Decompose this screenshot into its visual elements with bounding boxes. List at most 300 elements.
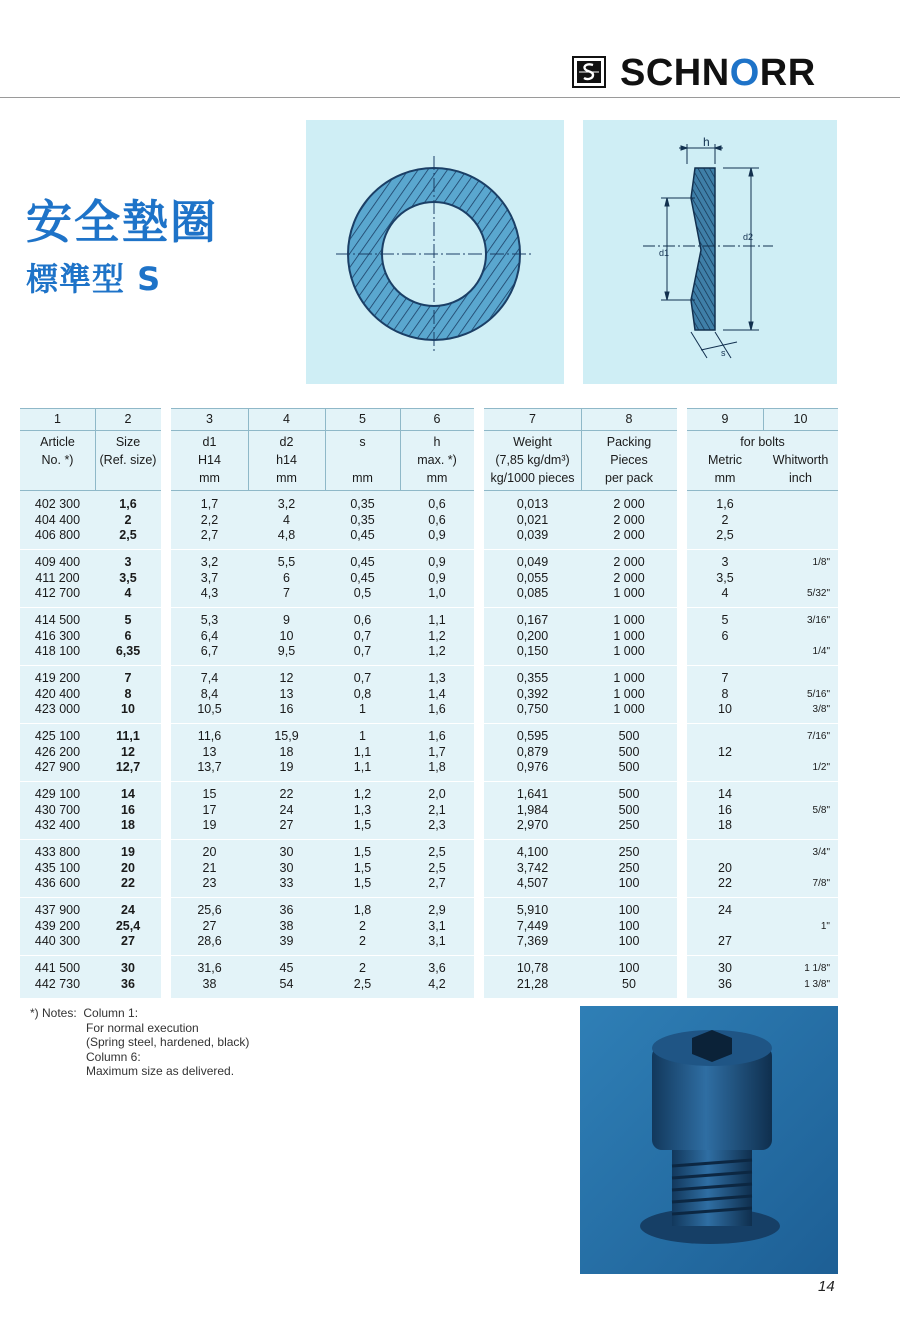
label-d2: d2 [743, 232, 754, 242]
cell-d2: 6 [283, 570, 290, 585]
cell-weight: 7,369 [516, 934, 549, 948]
cell-d2: 24 [279, 802, 294, 817]
cell-metric: 1,6 [716, 497, 734, 511]
schnorr-logo [572, 54, 842, 94]
cell-packing: 100 [618, 961, 640, 975]
notes-col6-title: Column 6: [86, 1049, 141, 1064]
header-rule [171, 490, 474, 491]
cell-metric: 3,5 [716, 570, 734, 585]
cell-article: 427 900 [34, 760, 81, 774]
cell-weight: 0,055 [516, 570, 549, 585]
cell-d2: 54 [279, 976, 294, 991]
cell-h: 0,6 [428, 512, 446, 527]
product-photo [580, 1006, 838, 1274]
cell-s: 1,5 [353, 860, 372, 875]
cell-s: 0,35 [350, 497, 375, 511]
group-rule [484, 781, 677, 782]
cell-packing: 100 [618, 876, 640, 890]
column-number: 6 [433, 412, 441, 426]
group-rule [20, 955, 161, 956]
cell-article: 423 000 [34, 702, 81, 716]
cell-h: 3,1 [428, 934, 446, 948]
cell-packing: 500 [618, 802, 640, 817]
cell-d2: 22 [279, 787, 294, 801]
cell-metric: 5 [721, 613, 729, 627]
cell-size: 6,35 [115, 644, 141, 658]
cell-packing: 250 [618, 845, 640, 859]
washer-section-drawing [583, 120, 837, 384]
cell-s: 0,45 [350, 570, 375, 585]
cell-d2: 30 [279, 845, 294, 859]
cell-h: 1,1 [428, 613, 446, 627]
cell-d1: 3,7 [200, 570, 219, 585]
page-title: 安全墊圈 [26, 195, 218, 249]
washer-section-icon [583, 120, 837, 384]
cell-d1: 17 [202, 802, 217, 817]
cell-article: 418 100 [34, 644, 81, 658]
cell-d2: 9,5 [277, 644, 296, 658]
cell-size: 5 [124, 613, 132, 627]
cell-h: 1,6 [428, 729, 446, 743]
cell-d2: 15,9 [274, 729, 299, 743]
cell-size: 8 [124, 686, 132, 701]
column-number: 9 [721, 412, 729, 426]
cell-size: 10 [121, 702, 135, 716]
cell-size: 18 [121, 818, 135, 832]
group-rule [20, 723, 161, 724]
cell-weight: 0,595 [516, 729, 549, 743]
cell-s: 1,5 [353, 876, 372, 890]
column-header: (7,85 kg/dm³) [495, 453, 570, 467]
header-rule [20, 408, 161, 409]
cell-d1: 6,4 [200, 628, 219, 643]
cell-weight: 21,28 [516, 976, 549, 991]
cell-weight: 0,879 [516, 744, 549, 759]
column-header: Packing [606, 435, 652, 449]
cell-s: 2,5 [353, 976, 372, 991]
label-h: h [703, 135, 710, 149]
cell-packing: 1 000 [613, 702, 645, 716]
cell-d2: 7 [283, 586, 290, 600]
cell-size: 25,4 [115, 918, 141, 933]
cell-d1: 3,2 [200, 555, 219, 569]
cell-weight: 0,085 [516, 586, 549, 600]
notes-col1-line2: (Spring steel, hardened, black) [86, 1035, 250, 1049]
cell-weight: 0,150 [516, 644, 549, 658]
cell-h: 1,4 [428, 686, 446, 701]
cell-size: 6 [124, 628, 132, 643]
cell-packing: 500 [618, 787, 640, 801]
column-header: Weight [513, 435, 552, 449]
group-rule [687, 549, 838, 550]
cell-metric: 16 [718, 802, 732, 817]
cell-weight: 0,200 [516, 628, 549, 643]
brand-name-prefix: SCHN [620, 52, 730, 94]
cell-metric: 24 [718, 903, 732, 917]
cell-s: 1 [359, 702, 366, 716]
header-rule [171, 408, 474, 409]
cell-d1: 21 [202, 860, 217, 875]
cell-size: 27 [121, 934, 135, 948]
notes-col1-line1: For normal execution [86, 1020, 199, 1035]
cell-whit: 3/4" [812, 847, 830, 858]
cell-d1: 7,4 [200, 671, 219, 685]
cell-whit: 5/16" [806, 688, 830, 700]
cell-d2: 30 [279, 860, 294, 875]
cell-packing: 500 [618, 760, 640, 774]
column-header: mm [714, 471, 736, 485]
cell-metric: 30 [718, 961, 732, 975]
cell-size: 1,6 [119, 497, 137, 511]
column-header: No. *) [41, 453, 74, 467]
cell-d1: 38 [202, 976, 217, 991]
cell-article: 432 400 [34, 818, 81, 832]
cell-article: 409 400 [34, 555, 81, 569]
cell-size: 2 [124, 512, 132, 527]
cell-size: 20 [121, 860, 135, 875]
cell-d1: 2,2 [200, 512, 219, 527]
group-rule [20, 665, 161, 666]
cell-d1: 13,7 [197, 760, 222, 774]
brand-name-suffix: RR [759, 52, 816, 94]
cell-d1: 19 [202, 818, 217, 832]
cell-metric: 20 [718, 860, 732, 875]
column-header: s [359, 435, 366, 449]
cell-packing: 2 000 [613, 512, 645, 527]
cell-d1: 5,3 [200, 613, 219, 627]
cell-s: 0,5 [353, 586, 372, 600]
cell-size: 24 [121, 903, 135, 917]
group-rule [20, 839, 161, 840]
cell-d2: 19 [279, 760, 294, 774]
column-header: Metric [707, 453, 743, 467]
group-rule [484, 897, 677, 898]
cell-article: 430 700 [34, 802, 81, 817]
cell-weight: 5,910 [516, 903, 549, 917]
cell-size: 12 [121, 744, 135, 759]
cell-d2: 18 [279, 744, 294, 759]
column-number: 5 [359, 412, 366, 426]
cell-weight: 4,507 [516, 876, 549, 890]
cell-article: 426 200 [34, 744, 81, 759]
cell-d2: 38 [279, 918, 294, 933]
column-header: mm [276, 471, 297, 485]
group-rule [484, 723, 677, 724]
cell-article: 429 100 [34, 787, 81, 801]
cell-weight: 3,742 [516, 860, 549, 875]
cell-h: 3,6 [428, 961, 446, 975]
cell-s: 0,7 [353, 644, 372, 658]
group-rule [171, 723, 474, 724]
cell-s: 2 [359, 934, 366, 948]
cell-s: 2 [359, 918, 366, 933]
cell-whit: 5/8" [812, 804, 830, 816]
column-number: 10 [793, 412, 808, 426]
group-rule [20, 897, 161, 898]
cell-h: 4,2 [428, 976, 446, 991]
cell-metric: 27 [718, 934, 732, 948]
schnorr-logo-mark-icon [572, 56, 606, 88]
cell-packing: 1 000 [613, 644, 645, 658]
cell-weight: 10,78 [516, 961, 549, 975]
cell-packing: 250 [618, 860, 640, 875]
cell-packing: 1 000 [613, 671, 645, 685]
group-rule [687, 955, 838, 956]
cell-weight: 0,392 [516, 686, 549, 701]
cell-metric: 18 [718, 818, 732, 832]
cell-article: 435 100 [34, 860, 81, 875]
cell-packing: 500 [618, 744, 640, 759]
cell-d2: 36 [279, 903, 294, 917]
cell-size: 4 [124, 586, 132, 600]
cell-metric: 8 [721, 686, 729, 701]
cell-whit: 5/32" [806, 588, 830, 599]
cell-metric: 2,5 [716, 528, 734, 542]
cell-article: 416 300 [34, 628, 81, 643]
brand-name [620, 52, 816, 95]
cell-size: 3,5 [119, 570, 137, 585]
page-number: 14 [818, 1278, 835, 1295]
cell-weight: 1,984 [516, 802, 549, 817]
cell-h: 1,2 [428, 628, 446, 643]
cell-s: 1 [359, 729, 366, 743]
group-rule [687, 781, 838, 782]
cell-size: 14 [121, 787, 135, 801]
cell-s: 0,7 [353, 628, 372, 643]
cell-packing: 1 000 [613, 613, 645, 627]
cell-weight: 4,100 [516, 845, 549, 859]
group-rule [484, 955, 677, 956]
cell-weight: 0,021 [516, 512, 549, 527]
cell-d1: 6,7 [200, 644, 219, 658]
column-header: inch [789, 471, 812, 485]
column-number: 4 [283, 412, 290, 426]
cell-size: 12,7 [115, 760, 141, 774]
column-header: kg/1000 pieces [490, 471, 575, 485]
cell-d2: 39 [279, 934, 294, 948]
cell-h: 2,9 [428, 903, 446, 917]
cell-d2: 13 [279, 686, 294, 701]
column-number: 2 [124, 412, 132, 426]
cell-article: 440 300 [34, 934, 81, 948]
group-rule [484, 607, 677, 608]
column-header: d1 [202, 435, 217, 449]
cell-d2: 5,5 [277, 555, 296, 569]
cell-whit: 1/2" [812, 762, 830, 773]
cell-d1: 15 [202, 787, 217, 801]
table-notes [30, 1006, 249, 1079]
group-rule [687, 723, 838, 724]
group-rule [687, 665, 838, 666]
cell-s: 0,8 [353, 686, 372, 701]
column-header: Article [40, 435, 75, 449]
cell-d1: 23 [202, 876, 217, 890]
group-rule [687, 897, 838, 898]
cell-metric: 3 [721, 555, 729, 569]
cell-whit: 1 1/8" [804, 963, 830, 974]
cell-packing: 100 [618, 934, 640, 948]
label-d1: d1 [659, 248, 670, 258]
washer-front-drawing [306, 120, 564, 384]
label-s: s [721, 348, 726, 358]
column-header: h [433, 435, 441, 449]
cell-d2: 10 [279, 628, 294, 643]
cell-h: 0,9 [428, 555, 446, 569]
cell-size: 36 [121, 976, 135, 991]
cell-metric: 6 [721, 628, 729, 643]
column-header: Whitworth [772, 453, 829, 467]
cell-article: 433 800 [34, 845, 81, 859]
cell-h: 2,5 [428, 845, 446, 859]
cell-article: 404 400 [34, 512, 81, 527]
cell-s: 1,1 [353, 744, 372, 759]
cell-d2: 16 [279, 702, 294, 716]
cell-packing: 2 000 [613, 528, 645, 542]
cell-packing: 2 000 [613, 555, 645, 569]
cell-weight: 0,013 [516, 497, 549, 511]
cell-s: 1,5 [353, 818, 372, 832]
cell-packing: 50 [622, 976, 636, 991]
cell-article: 436 600 [34, 876, 81, 890]
cell-article: 437 900 [34, 903, 81, 917]
cell-d2: 9 [283, 613, 290, 627]
cell-metric: 36 [718, 976, 732, 991]
column-number: 3 [206, 412, 213, 426]
cell-metric: 12 [718, 744, 732, 759]
column-header: Pieces [610, 453, 648, 467]
group-rule [20, 549, 161, 550]
column-header: h14 [276, 453, 297, 467]
cell-article: 420 400 [34, 686, 81, 701]
cell-s: 0,35 [350, 512, 375, 527]
column-header: max. *) [417, 453, 457, 467]
cell-s: 2 [359, 961, 366, 975]
group-rule [687, 839, 838, 840]
cell-weight: 0,039 [516, 528, 549, 542]
cell-size: 2,5 [119, 528, 137, 542]
cell-d2: 45 [279, 961, 294, 975]
column-header: Size [115, 435, 141, 449]
cell-whit: 1 3/8" [804, 978, 830, 990]
header-rule [687, 490, 838, 491]
cell-s: 1,8 [353, 903, 372, 917]
cell-article: 419 200 [34, 671, 81, 685]
notes-lead: *) Notes: [30, 1006, 77, 1020]
cell-whit: 1/4" [812, 646, 830, 657]
cell-weight: 0,750 [516, 702, 549, 716]
cell-packing: 100 [618, 903, 640, 917]
cell-h: 1,2 [428, 644, 446, 658]
for-bolts-header: for bolts [740, 435, 785, 449]
group-rule [484, 839, 677, 840]
cell-packing: 1 000 [613, 628, 645, 643]
header-rule [484, 490, 677, 491]
column-header: per pack [605, 471, 653, 485]
cell-s: 0,7 [353, 671, 372, 685]
cell-weight: 0,049 [516, 555, 549, 569]
cell-whit: 1/8" [812, 557, 830, 568]
cell-d1: 20 [202, 845, 217, 859]
cell-article: 414 500 [34, 613, 81, 627]
cell-d2: 12 [279, 671, 294, 685]
cell-weight: 0,355 [516, 671, 549, 685]
cell-packing: 100 [618, 918, 640, 933]
cell-packing: 1 000 [613, 686, 645, 701]
cell-h: 3,1 [428, 918, 446, 933]
cell-size: 11,1 [116, 729, 140, 743]
cell-d1: 4,3 [200, 586, 219, 600]
cell-packing: 2 000 [613, 497, 645, 511]
notes-col1-title: Column 1: [83, 1006, 139, 1020]
column-number: 7 [529, 412, 536, 426]
cell-whit: 3/8" [812, 704, 830, 715]
cell-metric: 4 [721, 586, 729, 600]
column-header: H14 [198, 453, 221, 467]
cell-weight: 0,976 [516, 760, 549, 774]
bolt-with-washer-photo-icon [580, 1006, 838, 1274]
cell-size: 19 [121, 845, 135, 859]
cell-s: 1,2 [353, 787, 372, 801]
column-header: d2 [279, 435, 294, 449]
group-rule [171, 607, 474, 608]
cell-h: 1,3 [428, 671, 446, 685]
cell-h: 2,3 [428, 818, 446, 832]
column-header: mm [352, 471, 373, 485]
cell-h: 1,7 [428, 744, 446, 759]
cell-weight: 0,167 [516, 613, 549, 627]
group-rule [687, 607, 838, 608]
cell-article: 412 700 [34, 586, 81, 600]
cell-packing: 1 000 [613, 586, 645, 600]
cell-d1: 25,6 [197, 903, 222, 917]
cell-s: 1,3 [353, 802, 372, 817]
cell-d1: 8,4 [200, 686, 219, 701]
cell-size: 30 [121, 961, 135, 975]
header-rule [687, 430, 838, 431]
cell-whit: 3/16" [806, 615, 830, 626]
cell-article: 442 730 [34, 976, 81, 991]
cell-h: 2,1 [428, 802, 446, 817]
cell-packing: 500 [618, 729, 640, 743]
group-rule [484, 665, 677, 666]
cell-d1: 27 [202, 918, 217, 933]
cell-d1: 2,7 [200, 528, 219, 542]
cell-metric: 14 [718, 787, 732, 801]
group-rule [20, 781, 161, 782]
header-rule [20, 430, 161, 431]
cell-weight: 7,449 [516, 918, 549, 933]
cell-d1: 31,6 [197, 961, 222, 975]
cell-d2: 27 [279, 818, 294, 832]
group-rule [484, 549, 677, 550]
cell-s: 1,1 [353, 760, 372, 774]
cell-h: 1,6 [428, 702, 446, 716]
cell-packing: 250 [618, 818, 640, 832]
group-rule [171, 955, 474, 956]
column-header: mm [199, 471, 220, 485]
cell-d1: 10,5 [197, 702, 222, 716]
group-rule [171, 897, 474, 898]
cell-h: 2,0 [428, 787, 446, 801]
cell-metric: 7 [721, 671, 729, 685]
header-divider [0, 97, 900, 98]
cell-h: 0,6 [428, 497, 446, 511]
column-number: 8 [625, 412, 633, 426]
cell-d2: 3,2 [277, 497, 296, 511]
cell-metric: 2 [721, 512, 729, 527]
cell-s: 0,45 [350, 555, 375, 569]
cell-weight: 1,641 [516, 787, 549, 801]
